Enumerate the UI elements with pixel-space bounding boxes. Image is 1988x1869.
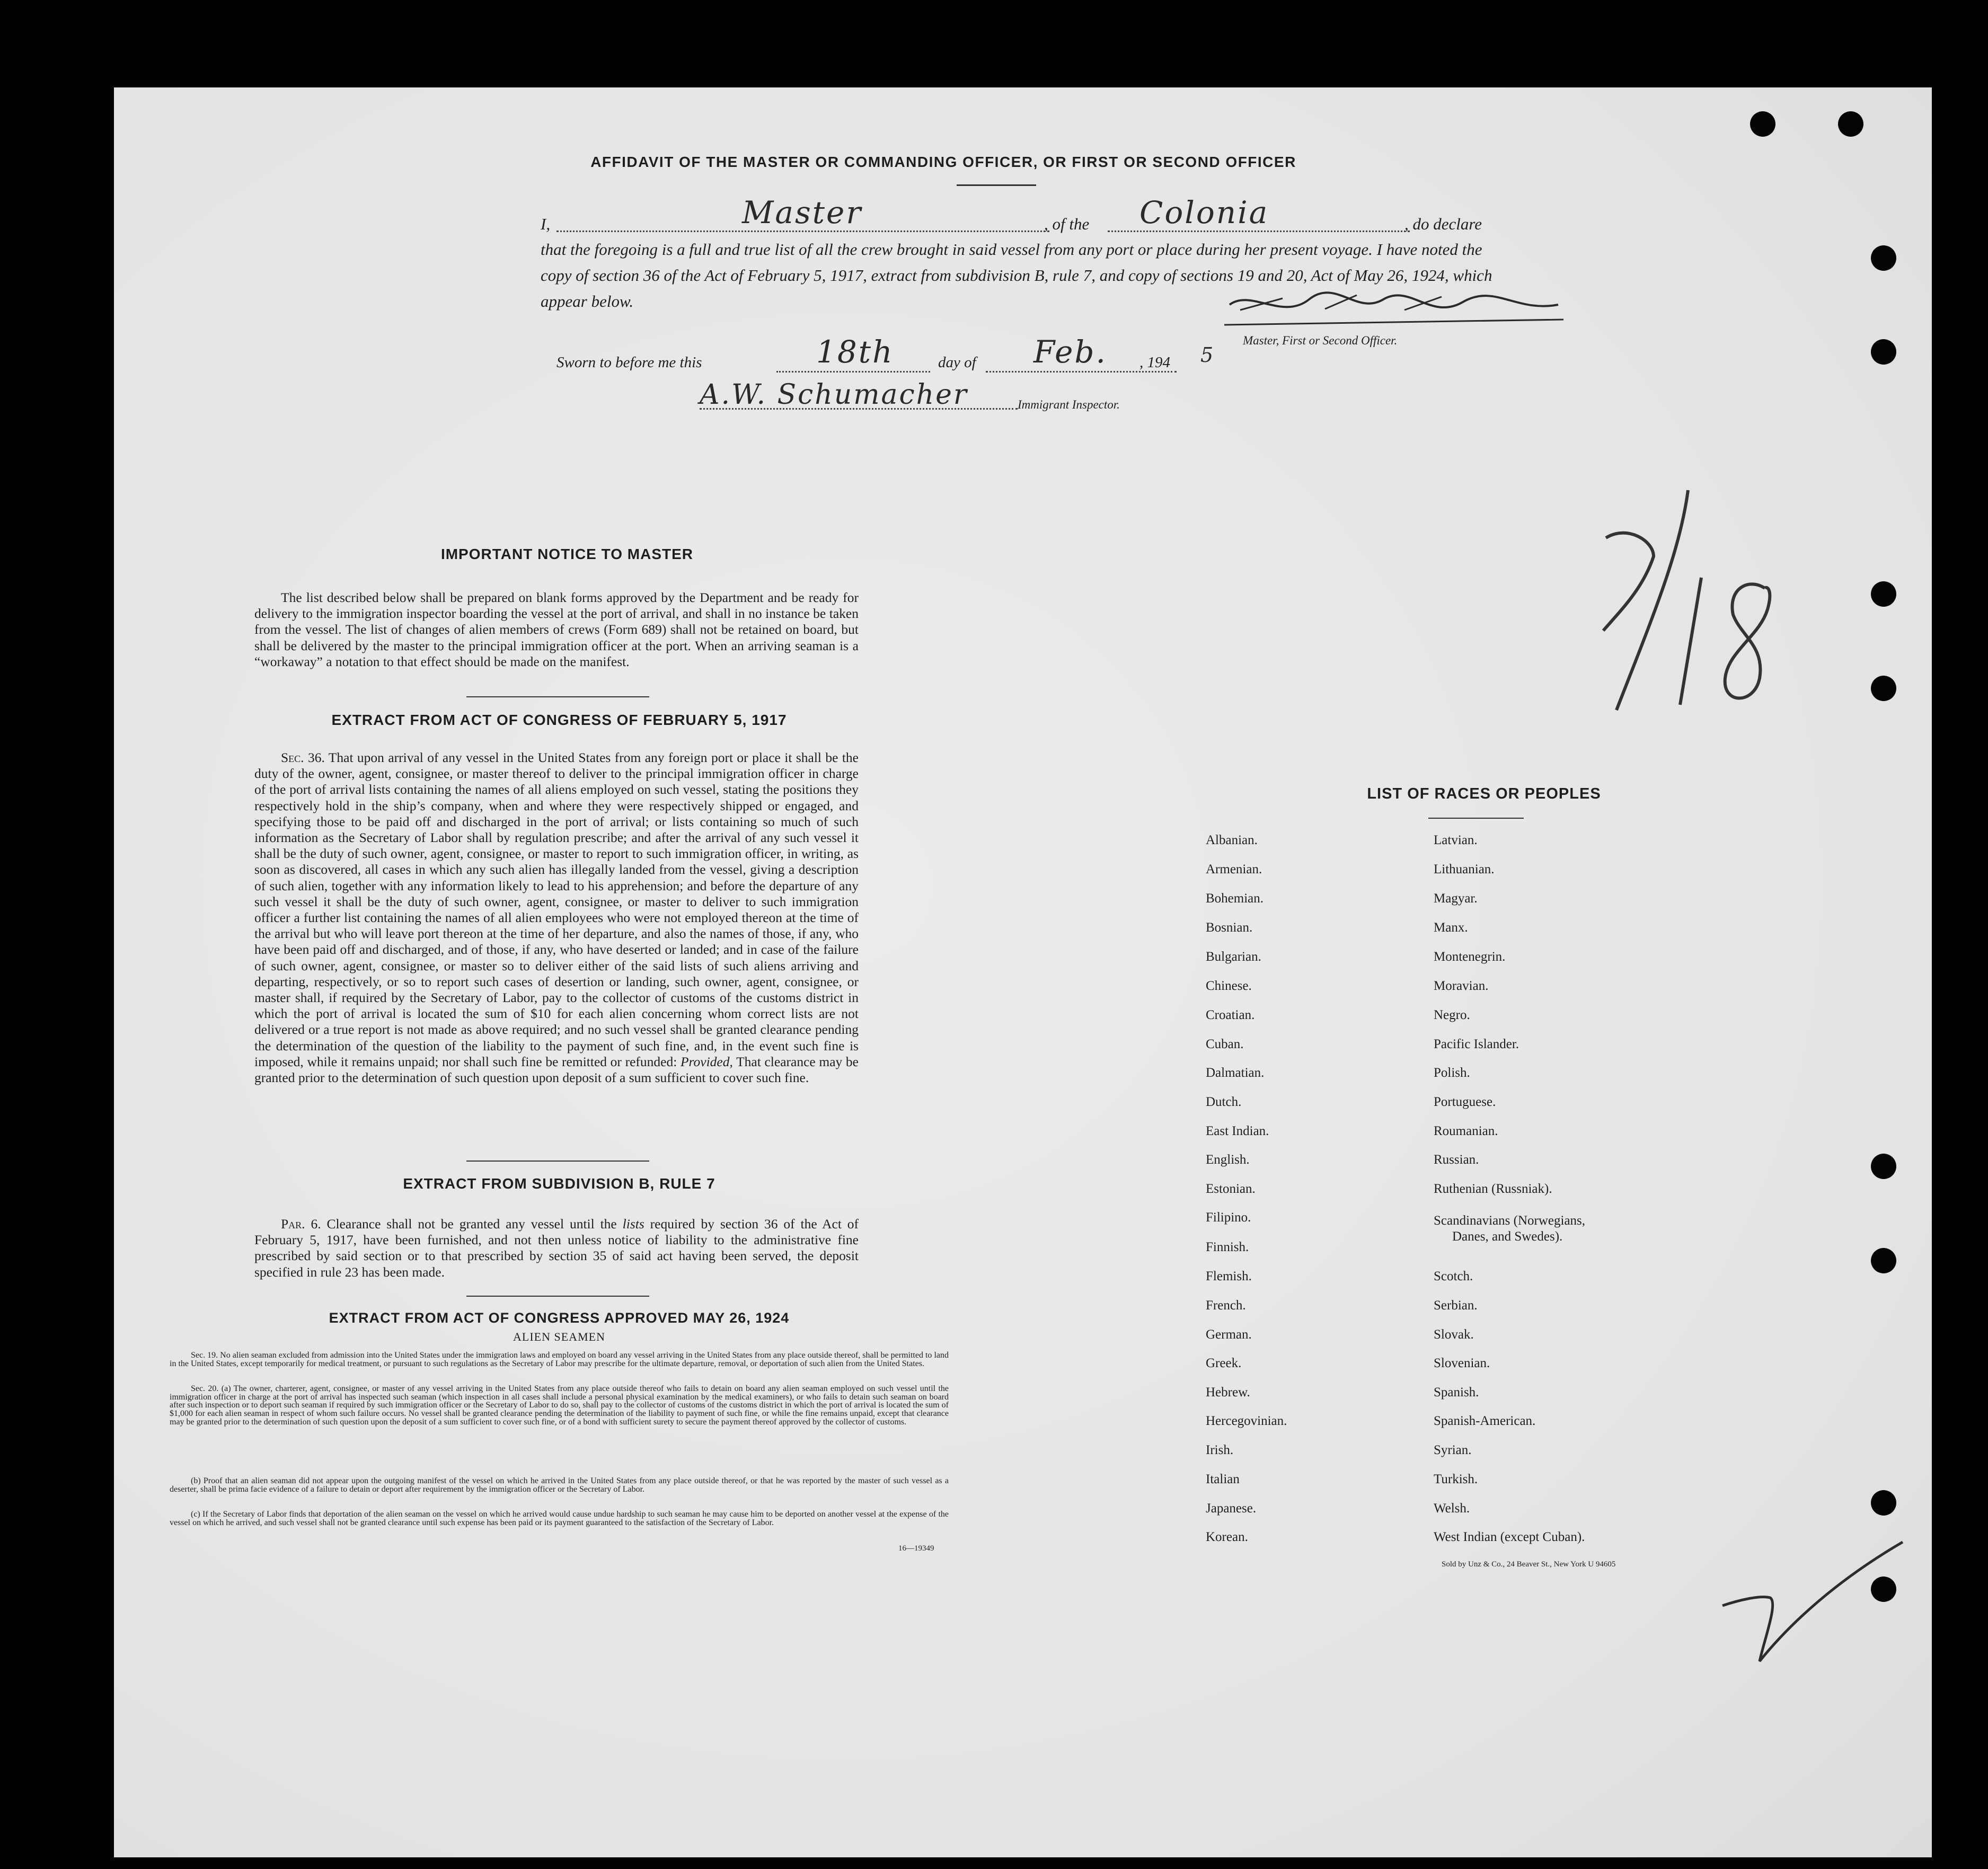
race-item: Moravian. xyxy=(1434,979,1489,993)
declaration-text: that the foregoing is a full and true list of all the crew brought in said vessel from any port or place during her present voyage. I have noted the copy of section 36 of the Act of February 5, 1917, extract from subdivision B, rule 7, and copy of sections 19 and 20, Act of May 26, 1924, which appear below. xyxy=(541,240,1492,311)
race-item: Ruthenian (Russniak). xyxy=(1434,1182,1552,1196)
binder-hole xyxy=(1871,1154,1896,1179)
race-item: Bulgarian. xyxy=(1206,950,1261,964)
section-19-text: Sec. 19. No alien seaman excluded from admission into the United States under the immigration laws and employed on board any vessel arriving in the United States from any place outside thereof, shall be permitted to land in the United States, except temporarily for medical treatment, or pursuant to such regulations as the Secretary of Labor may prescribe for the ultimate departure, removal, or deportation of such alien from the United States. xyxy=(170,1351,949,1368)
lists-word: lists xyxy=(622,1216,644,1232)
race-item: Dalmatian. xyxy=(1206,1066,1265,1080)
race-item: Chinese. xyxy=(1206,979,1252,993)
race-item: Pacific Islander. xyxy=(1434,1037,1519,1051)
race-item: French. xyxy=(1206,1298,1246,1313)
race-item: Welsh. xyxy=(1434,1501,1470,1516)
binder-hole xyxy=(1750,111,1775,137)
check-mark xyxy=(1717,1537,1908,1675)
race-item: Syrian. xyxy=(1434,1443,1472,1457)
binder-hole xyxy=(1871,339,1896,365)
binder-hole xyxy=(1871,1248,1896,1273)
race-item: Bohemian. xyxy=(1206,891,1264,906)
race-item: Spanish-American. xyxy=(1434,1414,1536,1428)
race-item: English. xyxy=(1206,1153,1250,1167)
race-item: Portuguese. xyxy=(1434,1095,1496,1109)
extract-1917-text xyxy=(254,750,859,1086)
divider xyxy=(466,1161,649,1162)
race-item: Estonian. xyxy=(1206,1182,1256,1196)
race-item: Korean. xyxy=(1206,1530,1248,1544)
race-item: Roumanian. xyxy=(1434,1124,1498,1138)
section-36-end: That clearance may be granted prior to the determination of such question upon deposit of a sum sufficient to cover such fine. xyxy=(254,1053,859,1086)
race-item: Flemish. xyxy=(1206,1269,1252,1283)
form-number: 16—19349 xyxy=(898,1544,934,1553)
binder-hole xyxy=(1871,581,1896,607)
race-item: Slovenian. xyxy=(1434,1356,1490,1370)
race-item: Negro. xyxy=(1434,1008,1470,1022)
race-item: Albanian. xyxy=(1206,833,1258,847)
section-20b-text: (b) Proof that an alien seaman did not appear upon the outgoing manifest of the vessel on which he arrived in the United States from any place outside thereof, or that he was reported by the master of such vessel as a deserter, shall be prima facie evidence of a failure to detain or deport after requirement by the immigration officer or the Secretary of Labor. xyxy=(170,1476,949,1494)
race-item: Lithuanian. xyxy=(1434,862,1495,876)
race-item: West Indian (except Cuban). xyxy=(1434,1530,1585,1544)
sworn-line xyxy=(556,334,1272,380)
race-item: Japanese. xyxy=(1206,1501,1257,1516)
race-item: Polish. xyxy=(1434,1066,1470,1080)
race-item: Turkish. xyxy=(1434,1472,1478,1486)
binder-hole xyxy=(1871,1490,1896,1516)
notice-text: The list described below shall be prepared on blank forms approved by the Department and be ready for delivery to the immigration inspector boarding the vessel at the port of arrival, and shall in no instance be taken from the vessel. The list of changes of alien members of crews (Form 689) shall not be retained on board, but shall be delivered by the master to the principal immigration officer at the port. When an arriving seaman is a “workaway” a notation to that effect should be made on the manifest. xyxy=(254,590,859,669)
alien-seamen-subheading: ALIEN SEAMEN xyxy=(513,1330,605,1343)
race-item: Manx. xyxy=(1434,920,1468,935)
handwritten-inspector: A.W. Schumacher xyxy=(700,379,968,411)
inspector-line xyxy=(700,379,1177,416)
binder-hole xyxy=(1838,111,1863,137)
provided-word: Provided, xyxy=(680,1053,733,1069)
extract-1924-heading: EXTRACT FROM ACT OF CONGRESS APPROVED MAY 26, 1924 xyxy=(329,1310,790,1326)
handwritten-year-digit: 5 xyxy=(1200,343,1215,367)
sworn-prefix: Sworn to before me this xyxy=(556,354,702,371)
vessel-blank xyxy=(1108,231,1410,232)
race-item: Serbian. xyxy=(1434,1298,1478,1313)
inspector-caption: Immigrant Inspector. xyxy=(1018,398,1120,411)
notice-heading: IMPORTANT NOTICE TO MASTER xyxy=(440,546,694,562)
section-20a-text: Sec. 20. (a) The owner, charterer, agent, consignee, or master of any vessel arriving in the United States from any place outside thereof who fails to detain on board any alien seaman employed on such vessel until the immigration officer in charge at the port of arrival has inspected such seaman (which inspection in all cases shall include a personal physical examination by the medical examiners), or who fails to detain such seaman on board after such inspection or to deport such seaman if required by such immigration officer or the Secretary of Labor to do so, shall pay to the collector of customs of the customs district in which the port of arrival is located the sum of $1,000 for each alien seaman in respect of whom such failure occurs. No vessel shall be granted clearance pending the determination of the liability to payment of such fine, or while the fine remains unpaid, except that clearance may be granted prior to the determination of such question upon the deposit of a sum sufficient to cover such fine, or of a bond with sufficient surety to secure the payment thereof approved by the collector of customs. xyxy=(170,1384,949,1427)
declare-prefix: I, xyxy=(541,215,551,233)
binder-hole xyxy=(1871,245,1896,271)
inspector-blank xyxy=(700,408,1018,410)
race-item: Latvian. xyxy=(1434,833,1478,847)
publisher-note: Sold by Unz & Co., 24 Beaver St., New York U 94605 xyxy=(1442,1560,1616,1569)
race-item: Cuban. xyxy=(1206,1037,1244,1051)
of-the-text: , of the xyxy=(1044,215,1090,233)
signature-caption: Master, First or Second Officer. xyxy=(1243,334,1398,347)
race-item: Armenian. xyxy=(1206,862,1262,876)
declaration-line xyxy=(541,194,1516,236)
race-item: Scotch. xyxy=(1434,1269,1473,1283)
divider xyxy=(466,1296,649,1297)
divider xyxy=(466,696,649,697)
race-item: Greek. xyxy=(1206,1356,1242,1370)
handwritten-officer: Master xyxy=(742,194,863,231)
handwritten-month: Feb. xyxy=(1033,334,1107,370)
year-prefix: , 194 xyxy=(1139,354,1170,371)
rule-7-body-b: required by section 36 of the Act of February 5, 1917, have been furnished, and not then unless notice of liability to the administrative fine prescribed by said section or to that prescribed by section 35 of said act having been served, the deposit specified in rule 23 has been made. xyxy=(254,1216,859,1280)
paragraph-label: Par. 6. xyxy=(281,1216,321,1232)
handwritten-day: 18th xyxy=(816,334,894,370)
race-item: Magyar. xyxy=(1434,891,1478,906)
rule-7-heading: EXTRACT FROM SUBDIVISION B, RULE 7 xyxy=(403,1175,715,1192)
race-item: Scandinavians (Norwegians, xyxy=(1434,1213,1586,1228)
race-item: Montenegrin. xyxy=(1434,950,1506,964)
race-item: Danes, and Swedes). xyxy=(1452,1229,1563,1244)
do-declare-text: , do declare xyxy=(1404,215,1482,233)
race-item: Hebrew. xyxy=(1206,1385,1250,1399)
race-item: Slovak. xyxy=(1434,1327,1474,1342)
divider xyxy=(1428,818,1524,819)
binder-hole xyxy=(1871,676,1896,701)
officer-blank xyxy=(556,231,1049,232)
day-of-text: day of xyxy=(938,354,976,371)
rule-7-text xyxy=(254,1216,859,1280)
race-item: Irish. xyxy=(1206,1443,1234,1457)
race-item: Hercegovinian. xyxy=(1206,1414,1287,1428)
race-item: Dutch. xyxy=(1206,1095,1242,1109)
section-36-body: That upon arrival of any vessel in the United States from any foreign port or place it shall be the duty of the owner, agent, consignee, or master thereof to deliver to the principal immigration officer in charge of the port of arrival lists containing the names of all aliens employed on such vessel, stating the positions they respectively hold in the ship’s company, when and where they were respectively shipped or engaged, and specifying those to be paid off and discharged in the port of arrival; or lists containing so much of such information as the Secretary of Labor shall by regulation prescribe; and after the arrival of any such vessel it shall be the duty of such owner, agent, consignee, or master to report to such immigration officer, in writing, as soon as discovered, all cases in which any such alien has illegally landed from the vessel, giving a description of such alien, together with any information likely to lead to his apprehension; and before the departure of any such vessel it shall be the duty of such owner, agent, consignee, or master to deliver to such immigration officer a further list containing the names of all alien employees who were not employed thereon at the time of the arrival but who will leave port thereon at the time of her departure, and also the names of those, if any, who have been paid off and discharged, and of those, if any, who have deserted or landed; and in case of the failure of such owner, agent, consignee, or master so to deliver either of the said lists of such aliens arriving and departing, respectively, or so to report such cases of desertion or landing, such owner, agent, consignee, or master shall, if required by the Secretary of Labor, pay to the collector of customs of the customs district in which the port of arrival is located the sum of $10 for each alien concerning whom correct lists are not delivered or a true report is not made as above required; and no such vessel shall be granted clearance pending the determination of the question of the liability to the payment of such fine, and, in the event such fine is imposed, while it remains unpaid; nor shall such fine be remitted or refunded: xyxy=(254,750,859,1069)
divider xyxy=(957,184,1036,186)
handwritten-vessel: Colonia xyxy=(1139,194,1269,231)
master-signature xyxy=(1219,284,1569,331)
section-label: Sec. 36. xyxy=(281,750,325,765)
day-blank xyxy=(776,371,930,373)
rule-7-body-a: Clearance shall not be granted any vessel until the xyxy=(326,1216,617,1232)
race-item: Filipino. xyxy=(1206,1210,1251,1225)
races-heading: LIST OF RACES OR PEOPLES xyxy=(1367,785,1601,802)
race-item: Bosnian. xyxy=(1206,920,1253,935)
affidavit-title: AFFIDAVIT OF THE MASTER OR COMMANDING OFFICER, OR FIRST OR SECOND OFFICER xyxy=(590,154,1296,170)
race-item: Russian. xyxy=(1434,1153,1479,1167)
extract-1917-heading: EXTRACT FROM ACT OF CONGRESS OF FEBRUARY 5, 1917 xyxy=(331,712,787,728)
race-item: German. xyxy=(1206,1327,1252,1342)
race-item: Italian xyxy=(1206,1472,1240,1486)
section-20c-text: (c) If the Secretary of Labor finds that deportation of the alien seaman on the vessel on which he arrived would cause undue hardship to such seaman he may cause him to be deported on another vessel at the expense of the vessel on which he arrived, and such vessel shall not be granted clearance until such expense has been paid or its payment guaranteed to the satisfaction of the Secretary of Labor. xyxy=(170,1510,949,1527)
handwritten-fraction xyxy=(1590,477,1802,721)
race-item: Spanish. xyxy=(1434,1385,1479,1399)
race-item: East Indian. xyxy=(1206,1124,1269,1138)
race-item: Croatian. xyxy=(1206,1008,1255,1022)
race-item: Finnish. xyxy=(1206,1240,1249,1254)
